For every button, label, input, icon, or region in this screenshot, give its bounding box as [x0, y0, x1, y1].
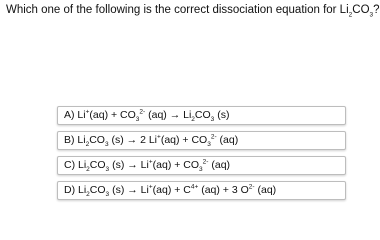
option-text-segment: 4+: [190, 183, 199, 191]
option-a[interactable]: [57, 106, 346, 125]
option-text-segment: CO: [194, 109, 211, 121]
option-text-segment: (s) → Li: [109, 159, 149, 171]
option-text-segment: (aq) + C: [152, 184, 191, 196]
option-text-segment: 2: [85, 141, 90, 149]
option-text-segment: 2-: [210, 133, 217, 141]
option-text-segment: 3: [105, 191, 110, 199]
option-d[interactable]: [57, 181, 346, 200]
option-text-segment: (aq) + 3 O: [198, 184, 249, 196]
option-text-segment: (aq) + CO: [89, 109, 136, 121]
option-text-segment: 2: [86, 191, 90, 199]
option-text-segment: (aq) + CO: [152, 159, 200, 171]
option-text-segment: B) Li: [64, 134, 86, 146]
option-text-segment: 2: [86, 166, 90, 174]
answer-options: [57, 106, 346, 200]
option-text-segment: (s) → 2 Li: [108, 134, 158, 146]
option-text-segment: (aq) + CO: [160, 134, 208, 146]
option-text-segment: C) Li: [64, 159, 87, 171]
option-text-segment: +: [148, 158, 153, 166]
option-text-segment: (aq): [216, 134, 239, 146]
option-text-segment: 3: [104, 141, 109, 149]
option-text-segment: 3: [135, 116, 140, 124]
option-text-segment: CO: [89, 159, 106, 171]
option-text-segment: 2-: [248, 183, 255, 191]
option-text-segment: 3: [207, 141, 211, 149]
option-text-segment: (aq): [254, 184, 277, 196]
option-text-segment: (aq) → Li: [145, 109, 192, 121]
option-text-segment: CO: [89, 134, 105, 146]
option-text-segment: 2-: [139, 108, 146, 116]
option-text-segment: +: [157, 133, 161, 141]
option-text-segment: (s) → Li: [109, 184, 149, 196]
option-text-segment: 3: [199, 166, 203, 174]
option-text-segment: +: [148, 183, 153, 191]
option-text-segment: 3: [105, 166, 110, 174]
option-text-segment: 3: [210, 116, 215, 124]
option-text-segment: D) Li: [64, 184, 87, 196]
option-b[interactable]: [57, 131, 346, 150]
option-text-segment: A) Li: [64, 109, 86, 121]
question-text: Which one of the following is the correct dissociation equation for $Li_2CO_3$?: [6, 4, 380, 19]
option-text-segment: 2-: [202, 158, 209, 166]
option-c[interactable]: [57, 156, 346, 175]
option-text-segment: 2: [191, 116, 195, 124]
option-text-segment: (s): [214, 109, 230, 121]
option-text-segment: (aq): [208, 159, 231, 171]
option-text-segment: +: [85, 108, 90, 116]
option-text-segment: CO: [89, 184, 106, 196]
